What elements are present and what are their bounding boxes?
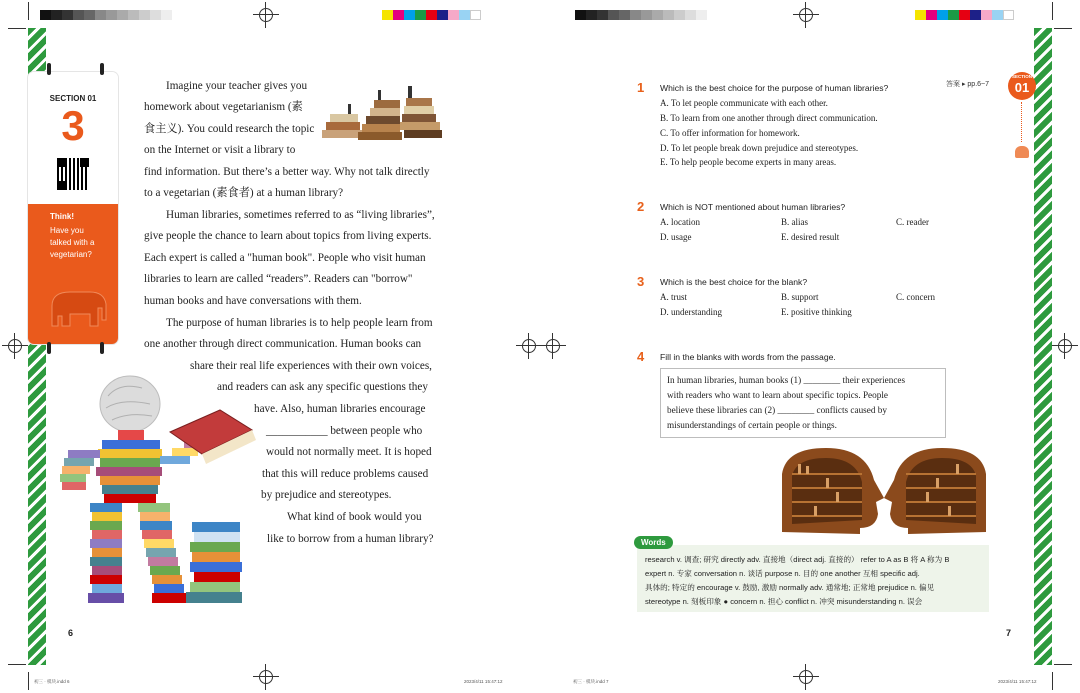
vocabulary-box bbox=[637, 545, 989, 612]
passage-line: Imagine your teacher gives you bbox=[166, 80, 308, 92]
trim-line bbox=[1054, 28, 1072, 29]
right-edge-stripe bbox=[1034, 28, 1052, 665]
card-tab bbox=[47, 342, 51, 354]
answer-option[interactable]: E. desired result bbox=[781, 232, 840, 242]
badge-dotted-line bbox=[1021, 102, 1022, 142]
passage-line: The purpose of human libraries is to help people learn from bbox=[166, 317, 433, 329]
question-number: 1 bbox=[637, 80, 645, 95]
passage-line: to a vegetarian (素食者) at a human library? bbox=[144, 187, 344, 199]
answer-option[interactable]: A. To let people communicate with each other. bbox=[660, 98, 828, 108]
answer-option[interactable]: A. trust bbox=[660, 292, 687, 302]
book-person-illustration bbox=[60, 372, 270, 622]
section-number: 3 bbox=[61, 102, 85, 149]
passage-line: find information. But there’s a better way. Why not talk directly bbox=[144, 166, 430, 178]
crop-mark bbox=[253, 664, 279, 690]
passage-line: Each expert is called a "human book". People who visit human bbox=[144, 252, 426, 264]
crop-mark bbox=[2, 333, 28, 359]
answer-option[interactable]: D. To let people break down prejudice and stereotypes. bbox=[660, 143, 859, 153]
question-text: Fill in the blanks with words from the passage. bbox=[660, 352, 836, 362]
crop-mark bbox=[1052, 333, 1078, 359]
passage-line: human books and have conversations with them. bbox=[144, 295, 362, 307]
passage-line: libraries to learn are called “readers”. Readers can "borrow" bbox=[144, 273, 413, 285]
think-title: Think! bbox=[50, 212, 74, 221]
passage-line: 食主义). You could research the topic bbox=[144, 123, 315, 135]
card-tab bbox=[100, 63, 104, 75]
answer-option[interactable]: C. reader bbox=[896, 217, 929, 227]
section-badge bbox=[1008, 72, 1036, 100]
fill-in-line: misunderstandings of certain people or things. bbox=[667, 420, 837, 430]
answer-option[interactable]: B. support bbox=[781, 292, 819, 302]
crop-mark bbox=[793, 2, 819, 28]
page-number-right: 7 bbox=[1006, 628, 1012, 638]
color-bar-left bbox=[382, 10, 481, 20]
crop-mark bbox=[540, 333, 566, 359]
vocab-line: expert n. 专家 conversation n. 谈话 purpose n. 目的 one another 互相 specific adj. bbox=[645, 569, 920, 578]
qr-code[interactable] bbox=[57, 158, 89, 190]
trim-line bbox=[28, 2, 29, 20]
footer-file-right: 初三 · 模块.indd 7 bbox=[573, 679, 609, 684]
fill-in-box bbox=[660, 368, 946, 438]
answer-option[interactable]: B. To learn from one another through direct communication. bbox=[660, 113, 878, 123]
trim-line bbox=[1052, 2, 1053, 20]
words-tag: Words bbox=[634, 536, 673, 549]
question-number: 2 bbox=[637, 199, 645, 214]
answer-option[interactable]: E. To help people become experts in many areas. bbox=[660, 157, 837, 167]
passage-line: one another through direct communication. Human books can bbox=[144, 338, 422, 350]
page-number-left: 6 bbox=[68, 628, 74, 638]
passage-line: would not normally meet. It is hoped bbox=[266, 446, 432, 458]
vocab-line: 具体的; 特定的 encourage v. 鼓励, 激励 normally adv. 通常地; 正常地 prejudice n. 偏见 bbox=[645, 583, 935, 592]
answer-option[interactable]: D. usage bbox=[660, 232, 692, 242]
passage-line: share their real life experiences with their own voices, bbox=[190, 360, 432, 372]
answer-option[interactable]: C. concern bbox=[896, 292, 935, 302]
fill-in-line: In human libraries, human books (1) ________ their experiences bbox=[667, 375, 906, 385]
passage-line: and readers can ask any specific questions they bbox=[217, 381, 428, 393]
crop-mark bbox=[516, 333, 542, 359]
trim-line bbox=[8, 664, 26, 665]
elephant-icon bbox=[46, 286, 112, 332]
passage-line: What kind of book would you bbox=[287, 511, 422, 523]
footer-date-left: 2023/4/11 15:47:12 bbox=[464, 679, 503, 684]
passage-line: by prejudice and stereotypes. bbox=[261, 489, 392, 501]
section-badge-number: 01 bbox=[1014, 80, 1030, 95]
passage-line: homework about vegetarianism (素 bbox=[144, 101, 303, 113]
think-line: vegetarian? bbox=[50, 250, 92, 259]
answer-option[interactable]: C. To offer information for homework. bbox=[660, 128, 800, 138]
passage-line: give people the chance to learn about topics from living experts. bbox=[144, 230, 432, 242]
trim-line bbox=[28, 672, 29, 690]
answer-option[interactable]: A. location bbox=[660, 217, 700, 227]
fill-in-line: believe these libraries can (2) ________ conflicts caused by bbox=[667, 405, 887, 415]
trim-line bbox=[8, 28, 26, 29]
vocab-line: research v. 调查; 研究 directly adv. 直接地（direct adj. 直接的） refer to A as B 将 A 称为 B bbox=[645, 555, 950, 564]
question-text: Which is the best choice for the purpose of human libraries? bbox=[660, 83, 889, 93]
section-card bbox=[28, 72, 118, 344]
passage-line: ___________ between people who bbox=[266, 425, 423, 437]
footer-file-left: 初三 · 模块.indd 6 bbox=[34, 679, 70, 684]
bookshelf-heads-image bbox=[776, 444, 992, 536]
card-tab bbox=[100, 342, 104, 354]
passage-line: that this will reduce problems caused bbox=[262, 468, 429, 480]
answer-option[interactable]: D. understanding bbox=[660, 307, 722, 317]
passage-line: have. Also, human libraries encourage bbox=[254, 403, 426, 415]
card-tab bbox=[47, 63, 51, 75]
think-panel bbox=[28, 204, 118, 344]
passage-line: Human libraries, sometimes referred to as “living libraries”, bbox=[166, 209, 435, 221]
answer-option[interactable]: B. alias bbox=[781, 217, 808, 227]
trim-line bbox=[1052, 672, 1053, 690]
grayscale-bar-right bbox=[575, 10, 707, 20]
section-badge-label: SECTION bbox=[1011, 74, 1032, 79]
question-text: Which is the best choice for the blank? bbox=[660, 277, 808, 287]
section-label: SECTION 01 bbox=[49, 94, 97, 103]
answer-reference: 答案 ▸ pp.6~7 bbox=[946, 81, 990, 88]
grayscale-bar-left bbox=[40, 10, 172, 20]
color-bar-right bbox=[915, 10, 1014, 20]
crop-mark bbox=[793, 664, 819, 690]
crop-mark bbox=[253, 2, 279, 28]
stacked-books-image bbox=[318, 82, 444, 148]
question-text: Which is NOT mentioned about human libraries? bbox=[660, 202, 846, 212]
think-line: talked with a bbox=[50, 238, 95, 247]
trim-line bbox=[1054, 664, 1072, 665]
snail-icon bbox=[1015, 146, 1029, 158]
question-number: 4 bbox=[637, 349, 645, 364]
footer-date-right: 2023/4/11 15:47:12 bbox=[998, 679, 1037, 684]
think-line: Have you bbox=[50, 226, 84, 235]
passage-line: like to borrow from a human library? bbox=[267, 533, 434, 545]
answer-option[interactable]: E. positive thinking bbox=[781, 307, 852, 317]
passage-line: on the Internet or visit a library to bbox=[144, 144, 296, 156]
question-number: 3 bbox=[637, 274, 645, 289]
vocab-line: stereotype n. 刻板印象 ● concern n. 担心 conflict n. 冲突 misunderstanding n. 误会 bbox=[645, 597, 923, 606]
fill-in-line: with readers who want to learn about specific topics. People bbox=[667, 390, 888, 400]
